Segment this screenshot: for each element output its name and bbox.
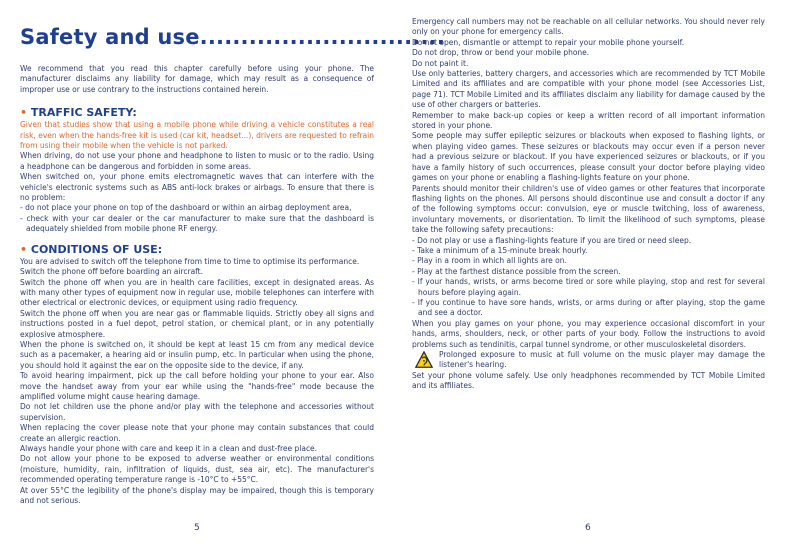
page-number-right: 6	[585, 523, 591, 533]
precaution-list-item: - Play in a room in which all lights are on.	[412, 256, 567, 266]
right-page	[412, 17, 765, 392]
traffic-safety-heading-text: TRAFFIC SAFETY:	[30, 106, 137, 120]
body-paragraph: Do not paint it.	[412, 58, 469, 68]
body-paragraph: Set your phone volume safely. Use only headphones recommended by TCT Mobile Limited and its affiliates.	[412, 370, 765, 391]
traffic-paragraph-1: When driving, do not use your phone and headphone to listen to music or to the radio. Using a headphone can be dangerous and forbidden in some areas.	[20, 151, 374, 171]
precaution-list-item: - If your hands, wrists, or arms become tired or sore while playing, stop and rest for several hours before playing again.	[412, 277, 765, 297]
conditions-paragraph: Do not allow your phone to be exposed to adverse weather or environmental conditions (moisture, humidity, rain, infiltration of liquids, dust, sea air, etc). The manufacturer's recommended operating temperature range is -10°C to +55°C.	[20, 454, 374, 485]
conditions-paragraph: You are advised to switch off the telephone from time to time to optimise its performance.	[20, 256, 360, 266]
precaution-list-item: - Do not play or use a flashing-lights feature if you are tired or need sleep.	[412, 235, 692, 245]
conditions-paragraph: To avoid hearing impairment, pick up the call before holding your phone to your ear. Also move the handset away from your ear while using the "hands-free" mode because the amplified volume might cause hearing damage.	[20, 371, 374, 401]
conditions-paragraph: Switch the phone off when you are near gas or flammable liquids. Strictly obey all signs and instructions posted in a fuel depot, petrol station, or chemical plant, or in any potentially explosive atmosphere.	[20, 308, 374, 339]
conditions-of-use-heading: • CONDITIONS OF USE:	[20, 242, 163, 256]
body-paragraph: When you play games on your phone, you may experience occasional discomfort in your hands, arms, shoulders, neck, or other parts of your body. Follow the instructions to avoid problems such as tendinitis, carpal tunnel syndrome, or other musculoskeletal disorders.	[412, 318, 765, 349]
conditions-paragraph: Switch the phone off when you are in health care facilities, except in designated areas. As with many other types of equipment now in regular use, mobile telephones can interfere with other electrical or electronic devices, or equipment using radio frequency.	[20, 277, 374, 308]
conditions-paragraph: When the phone is switched on, it should be kept at least 15 cm from any medical device such as a pacemaker, a hearing aid or insulin pump, etc. In particular when using the phone, you should hold it against the ear on the opposite side to the device, if any.	[20, 339, 374, 370]
traffic-paragraph-2: When switched on, your phone emits electromagnetic waves that can interfere with the vehicle's electronic systems such as ABS anti-lock brakes or airbags. To ensure that there is no problem:	[20, 172, 374, 203]
body-paragraph: Do not open, dismantle or attempt to repair your mobile phone yourself.	[412, 37, 685, 47]
precaution-list-item: - Take a minimum of a 15-minute break hourly.	[412, 245, 588, 255]
hearing-warning-icon	[415, 351, 433, 369]
body-paragraph: Parents should monitor their children's use of video games or other features that incorporate flashing lights on the phones. All persons should discontinue use and consult a doctor if any of the following symptoms occur: convulsion, eye or muscle twitching, loss of awareness, involuntary movements, or disorientation. To limit the likelihood of such symptoms, please take the following safety precautions:	[412, 183, 765, 235]
hearing-warning	[412, 350, 765, 371]
conditions-paragraph: Switch the phone off before boarding an aircraft.	[20, 267, 203, 277]
body-paragraph: Use only batteries, battery chargers, and accessories which are recommended by TCT Mobile Limited and its affiliates and are compatible with your phone model (see Accessories List, page 71). TCT Mobile Limited and its affiliates disclaim any liability for damage caused by the use of other chargers or batteries.	[412, 69, 765, 110]
conditions-paragraph: Always handle your phone with care and keep it in a clean and dust-free place.	[20, 444, 318, 453]
page-number-left: 5	[194, 523, 200, 533]
conditions-paragraph: At over 55°C the legibility of the phone's display may be impaired, though this is temporary and not serious.	[20, 485, 374, 506]
body-paragraph: Do not drop, throw or bend your mobile phone.	[412, 48, 590, 58]
traffic-safety-heading: • TRAFFIC SAFETY:	[20, 106, 137, 120]
body-paragraph: Some people may suffer epileptic seizures or blackouts when exposed to flashing lights, or when playing video games. These seizures or blackouts may occur even if a person never had a previous seizure or blackout. If you have experienced seizures or blackouts, or if you have a family history of such occurrences, please consult your doctor before playing video games on your phone or enabling a flashing-lights feature on your phone.	[412, 131, 765, 183]
left-page	[20, 64, 374, 506]
traffic-list-item: - do not place your phone on top of the dashboard or within an airbag deployment area,	[20, 203, 352, 213]
conditions-heading-text: CONDITIONS OF USE:	[30, 242, 163, 256]
page-title: Safety and use..............................	[20, 25, 445, 49]
hearing-warning-text: Prolonged exposure to music at full volume on the music player may damage the listener's hearing.	[439, 350, 765, 370]
body-paragraph: Emergency call numbers may not be reachable on all cellular networks. You should never rely only on your phone for emergency calls.	[412, 17, 765, 37]
conditions-paragraph: Do not let children use the phone and/or play with the telephone and accessories without supervision.	[20, 402, 374, 422]
precaution-list-item: - Play at the farthest distance possible from the screen.	[412, 266, 621, 276]
precaution-list-item: - If you continue to have sore hands, wrists, or arms during or after playing, stop the game and see a doctor.	[412, 297, 765, 318]
traffic-warning-paragraph: Given that studies show that using a mobile phone while driving a vehicle constitutes a real risk, even when the hands-free kit is used (car kit, headset...), drivers are requested to refrain from using their mobile when the vehicle is not parked.	[20, 120, 374, 151]
traffic-list-item: - check with your car dealer or the car manufacturer to make sure that the dashboard is adequately shielded from mobile phone RF energy.	[20, 213, 374, 234]
conditions-paragraph: When replacing the cover please note that your phone may contain substances that could create an allergic reaction.	[20, 423, 374, 443]
intro-paragraph: We recommend that you read this chapter carefully before using your phone. The manufacturer disclaims any liability for damage, which may result as a consequence of improper use or use contrary to the instructions contained herein.	[20, 64, 374, 94]
body-paragraph: Remember to make back-up copies or keep a written record of all important information stored in your phone.	[412, 110, 765, 131]
